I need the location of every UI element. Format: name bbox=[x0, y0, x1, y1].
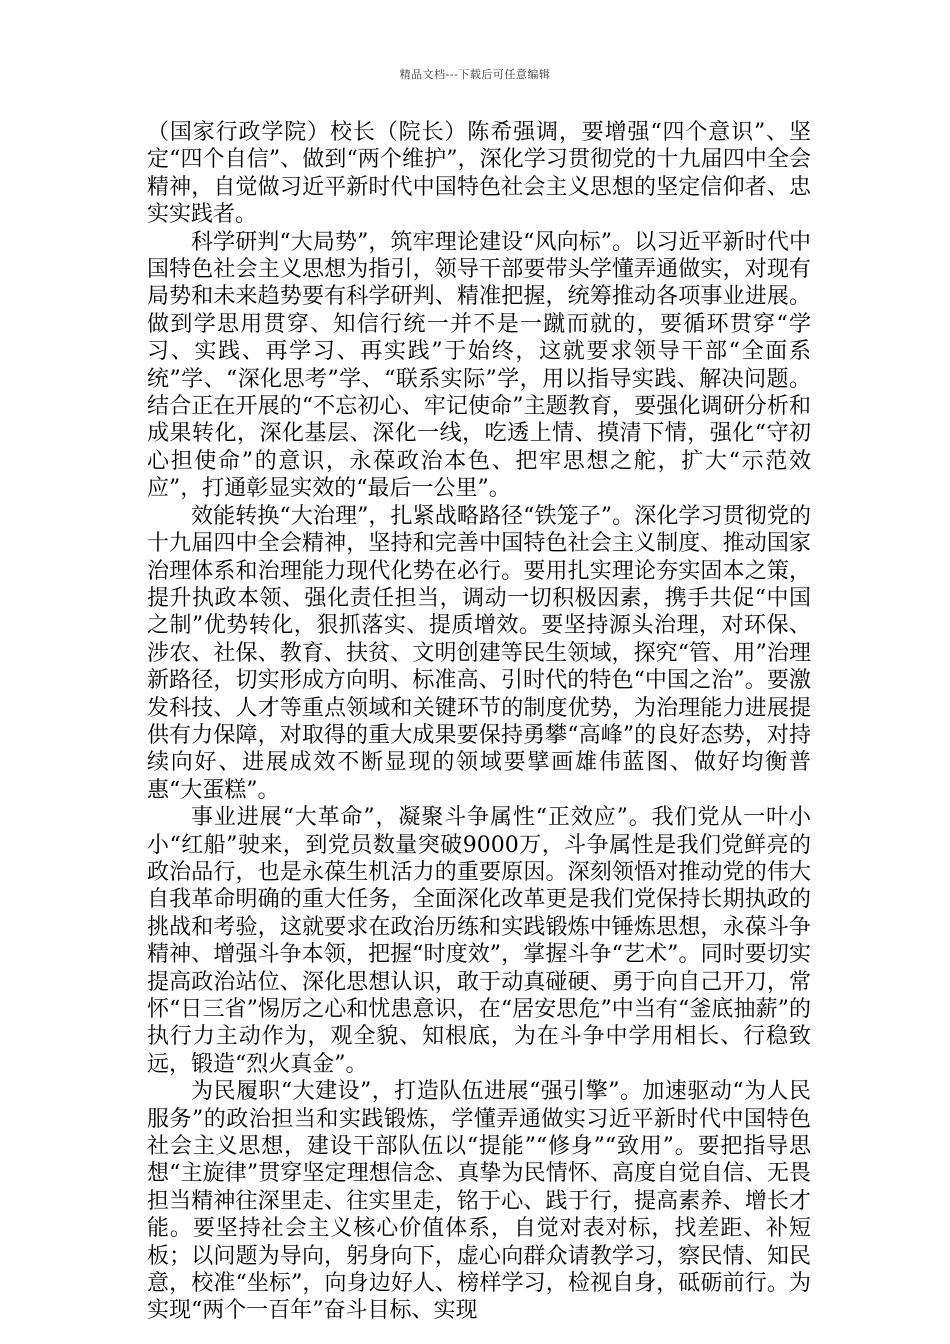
paragraph-4: 事业进展“大革命”，凝聚斗争属性“正效应”。我们党从一叶小小“红船”驶来，到党员数量突破9000万，斗争属性是我们党鲜亮的政治品行，也是永葆生机活力的重要原因。深刻领悟对推动党的伟大自我革命明确的重大任务，全面深化改革更是我们党保持长期执政的挑战和考验，这就要求在政治历练和实践锻炼中锤炼思想，永葆斗争精神、增强斗争本领，把握“时度效”，掌握斗争“艺术”。同时要切实提高政治站位、深化思想认识，敢于动真碰硬、勇于向自己开刀，常怀“日三省”惕厉之心和忧患意识，在“居安思危”中当有“釜底抽薪”的执行力主动作为，观全貌、知根底，为在斗争中学用相长、行稳致远，锻造“烈火真金”。 bbox=[147, 805, 812, 1077]
document-body bbox=[147, 119, 811, 1325]
paragraph-2: 科学研判“大局势”，筑牢理论建设“风向标”。以习近平新时代中国特色社会主义思想为指引，领导干部要带头学懂弄通做实，对现有局势和未来趋势要有科学研判、精准把握，统筹推动各项事业进展。做到学思用贯穿、知信行统一并不是一蹴而就的，要循环贯穿“学习、实践、再学习、再实践”于始终，这就要求领导干部“全面系统”学、“深化思考”学、“联系实际”学，用以指导实践、解决问题。结合正在开展的“不忘初心、牢记使命”主题教育，要强化调研分析和成果转化，深化基层、深化一线，吃透上情、摸清下情，强化“守初心担使命”的意识，永葆政治本色、把牢思想之舵，扩大“示范效应”，打通彰显实效的“最后一公里”。 bbox=[147, 229, 811, 502]
paragraph-5: 为民履职“大建设”，打造队伍进展“强引擎”。加速驱动“为人民服务”的政治担当和实践锻炼，学懂弄通做实习近平新时代中国特色社会主义思想，建设干部队伍以“提能”“修身”“致用”。要把指导思想“主旋律”贯穿坚定理想信念、真挚为民情怀、高度自觉自信、无畏担当精神往深里走、往实里走，铭于心、践于行，提高素养、增长才能。要坚持社会主义核心价值体系，自觉对表对标，找差距、补短板；以问题为导向，躬身向下，虚心向群众请教学习，察民情、知民意，校准“坐标”，向身边好人、榜样学习，检视自身，砥砺前行。为实现“两个一百年”奋斗目标、实现 bbox=[147, 1079, 811, 1324]
paragraph-1: （国家行政学院）校长（院长）陈希强调，要增强“四个意识”、坚定“四个自信”、做到“两个维护”，深化学习贯彻党的十九届四中全会精神，自觉做习近平新时代中国特色社会主义思想的坚定信仰者、忠实实践者。 bbox=[147, 120, 811, 228]
paragraph-3: 效能转换“大治理”，扎紧战略路径“铁笼子”。深化学习贯彻党的十九届四中全会精神，坚持和完善中国特色社会主义制度、推动国家治理体系和治理能力现代化势在必行。要用扎实理论夯实固本之策，提升执政本领、强化责任担当，调动一切积极因素，携手共促“中国之制”优势转化，狠抓落实、提质增效。要坚持源头治理，对环保、涉农、社保、教育、扶贫、文明创建等民生领域，探究“管、用”治理新路径，切实形成方向明、标准高、引时代的特色“中国之治”。要激发科技、人才等重点领域和关键环节的制度优势，为治理能力进展提供有力保障，对取得的重大成果要保持勇攀“高峰”的良好态势，对持续向好、进展成效不断显现的领域要擘画雄伟蓝图、做好均衡普惠“大蛋糕”。 bbox=[147, 503, 811, 803]
page-header: 精品文档---下载后可任意编辑 bbox=[399, 68, 551, 81]
